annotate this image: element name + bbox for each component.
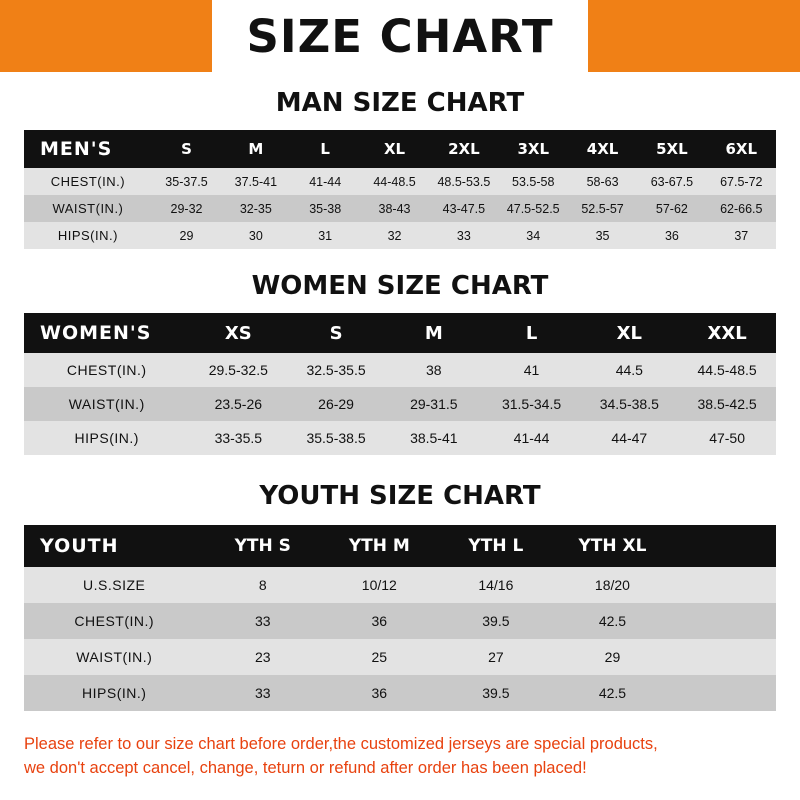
table-row xyxy=(24,603,776,639)
man-cell-1-1: 32-35 xyxy=(239,201,272,216)
women-section-title: WOMEN SIZE CHART xyxy=(251,271,549,301)
man-cell-0-6: 58-63 xyxy=(586,174,619,189)
youth-cell-1-0: 33 xyxy=(254,613,271,629)
women-cell-0-1: 32.5-35.5 xyxy=(306,362,366,378)
youth-header-cell-1: YTH S xyxy=(234,536,291,556)
women-header-cell-3: M xyxy=(424,322,443,344)
table-row xyxy=(24,421,776,455)
youth-row1-label: CHEST(IN.) xyxy=(74,613,155,629)
man-cell-2-1: 30 xyxy=(248,228,263,243)
women-header-cell-2: S xyxy=(329,322,343,344)
man-cell-2-0: 29 xyxy=(179,228,194,243)
youth-header-cell-4: YTH XL xyxy=(578,536,647,556)
women-cell-0-5: 44.5-48.5 xyxy=(697,362,757,378)
youth-row2-label: WAIST(IN.) xyxy=(76,649,153,665)
man-cell-2-4: 33 xyxy=(456,228,471,243)
man-header-cell-3: L xyxy=(320,140,330,158)
man-cell-0-8: 67.5-72 xyxy=(720,174,763,189)
youth-cell-0-0: 8 xyxy=(258,577,267,593)
table-header-row xyxy=(24,525,776,567)
youth-row3-label: HIPS(IN.) xyxy=(82,685,147,701)
women-row0-label: CHEST(IN.) xyxy=(66,362,147,378)
man-header-cell-8: 5XL xyxy=(656,140,688,158)
youth-spacer-1 xyxy=(671,603,776,639)
youth-cell-2-3: 29 xyxy=(604,649,621,665)
man-header-cell-7: 4XL xyxy=(586,140,619,158)
man-header-cell-1: S xyxy=(181,140,192,158)
chart-content xyxy=(0,88,800,711)
youth-table-header xyxy=(24,525,776,567)
table-row xyxy=(24,639,776,675)
women-row2-label: HIPS(IN.) xyxy=(74,430,139,446)
man-cell-1-2: 35-38 xyxy=(309,201,342,216)
header-banner xyxy=(0,0,800,72)
table-row xyxy=(24,675,776,711)
man-cell-1-4: 43-47.5 xyxy=(442,201,486,216)
man-cell-2-6: 35 xyxy=(595,228,610,243)
youth-cell-3-3: 42.5 xyxy=(598,685,627,701)
man-header-cell-5: 2XL xyxy=(448,140,480,158)
women-cell-0-3: 41 xyxy=(523,362,540,378)
youth-header-cell-3: YTH L xyxy=(468,536,524,556)
youth-spacer-0 xyxy=(671,567,776,603)
table-row xyxy=(24,353,776,387)
women-cell-1-1: 26-29 xyxy=(318,396,354,412)
youth-spacer-3 xyxy=(671,675,776,711)
women-cell-0-4: 44.5 xyxy=(615,362,643,378)
man-cell-1-3: 38-43 xyxy=(378,201,411,216)
youth-cell-0-2: 14/16 xyxy=(478,577,514,593)
youth-header-cell-0: YOUTH xyxy=(40,535,119,557)
man-section-title: MAN SIZE CHART xyxy=(275,88,525,118)
youth-cell-2-1: 25 xyxy=(371,649,388,665)
man-table-body xyxy=(24,168,776,249)
table-row xyxy=(24,195,776,222)
man-row2-label: HIPS(IN.) xyxy=(57,228,118,243)
man-cell-0-5: 53.5-58 xyxy=(512,174,555,189)
table-row xyxy=(24,222,776,249)
youth-cell-2-0: 23 xyxy=(254,649,271,665)
women-cell-1-4: 34.5-38.5 xyxy=(599,396,659,412)
man-row1-label: WAIST(IN.) xyxy=(52,201,124,216)
man-header-cell-9: 6XL xyxy=(725,140,758,158)
youth-section-title: YOUTH SIZE CHART xyxy=(259,481,541,511)
man-header-cell-6: 3XL xyxy=(517,140,549,158)
banner-orange-left xyxy=(0,0,212,72)
notice-line-1: Please refer to our size chart before order,the customized jerseys are special products, xyxy=(24,735,658,753)
women-cell-1-0: 23.5-26 xyxy=(214,396,263,412)
youth-cell-0-1: 10/12 xyxy=(361,577,397,593)
order-notice xyxy=(24,733,776,781)
man-cell-2-2: 31 xyxy=(318,228,333,243)
man-cell-0-7: 63-67.5 xyxy=(650,174,694,189)
women-cell-2-4: 44-47 xyxy=(611,430,648,446)
women-cell-1-3: 31.5-34.5 xyxy=(501,396,562,412)
banner-orange-right xyxy=(588,0,800,72)
man-cell-0-1: 37.5-41 xyxy=(234,174,278,189)
man-cell-2-7: 36 xyxy=(664,228,679,243)
man-cell-2-5: 34 xyxy=(526,228,541,243)
youth-cell-3-1: 36 xyxy=(371,685,388,701)
table-header-row xyxy=(24,313,776,353)
youth-size-table xyxy=(24,525,776,711)
man-cell-1-6: 52.5-57 xyxy=(581,201,624,216)
notice-line-2: we don't accept cancel, change, teturn or refund after order has been placed! xyxy=(24,758,587,777)
youth-cell-1-1: 36 xyxy=(371,613,388,629)
women-size-table xyxy=(24,313,776,455)
women-cell-1-5: 38.5-42.5 xyxy=(697,396,757,412)
man-size-table xyxy=(24,130,776,249)
man-cell-2-8: 37 xyxy=(734,228,749,243)
youth-cell-3-0: 33 xyxy=(254,685,271,701)
women-header-cell-0: WOMEN'S xyxy=(40,322,152,344)
man-header-cell-4: XL xyxy=(383,140,406,158)
man-cell-1-7: 57-62 xyxy=(655,201,688,216)
women-cell-0-2: 38 xyxy=(426,362,442,378)
women-cell-2-5: 47-50 xyxy=(709,430,745,446)
table-row xyxy=(24,567,776,603)
youth-header-spacer xyxy=(671,525,776,567)
women-row1-label: WAIST(IN.) xyxy=(68,396,145,412)
youth-cell-2-2: 27 xyxy=(488,649,504,665)
man-cell-2-3: 32 xyxy=(387,228,402,243)
man-cell-0-4: 48.5-53.5 xyxy=(437,174,491,189)
youth-row0-label: U.S.SIZE xyxy=(83,577,146,593)
women-cell-2-1: 35.5-38.5 xyxy=(306,430,366,446)
women-table-body xyxy=(24,353,776,455)
youth-cell-1-2: 39.5 xyxy=(482,613,510,629)
man-header-cell-2: M xyxy=(248,140,264,158)
women-header-cell-6: XXL xyxy=(707,322,747,344)
page-title: SIZE CHART xyxy=(246,9,554,63)
women-header-cell-5: XL xyxy=(616,322,642,344)
man-header-cell-0: MEN'S xyxy=(40,138,113,160)
man-cell-0-2: 41-44 xyxy=(309,174,342,189)
women-table-header xyxy=(24,313,776,353)
women-header-cell-1: XS xyxy=(224,322,252,344)
youth-cell-3-2: 39.5 xyxy=(482,685,510,701)
youth-table-body xyxy=(24,567,776,711)
youth-header-cell-2: YTH M xyxy=(348,536,410,556)
women-cell-2-2: 38.5-41 xyxy=(410,430,458,446)
youth-spacer-2 xyxy=(671,639,776,675)
table-row xyxy=(24,387,776,421)
man-row0-label: CHEST(IN.) xyxy=(50,174,126,189)
man-cell-1-8: 62-66.5 xyxy=(720,201,763,216)
table-row xyxy=(24,168,776,195)
man-cell-0-3: 44-48.5 xyxy=(373,174,416,189)
youth-cell-1-3: 42.5 xyxy=(598,613,627,629)
man-cell-0-0: 35-37.5 xyxy=(165,174,208,189)
youth-cell-0-3: 18/20 xyxy=(594,577,630,593)
women-cell-0-0: 29.5-32.5 xyxy=(208,362,268,378)
women-header-cell-4: L xyxy=(525,322,538,344)
table-header-row xyxy=(24,130,776,168)
man-cell-1-0: 29-32 xyxy=(170,201,203,216)
women-cell-1-2: 29-31.5 xyxy=(410,396,458,412)
man-cell-1-5: 47.5-52.5 xyxy=(506,201,560,216)
women-cell-2-0: 33-35.5 xyxy=(214,430,263,446)
man-table-header xyxy=(24,130,776,168)
women-cell-2-3: 41-44 xyxy=(513,430,550,446)
